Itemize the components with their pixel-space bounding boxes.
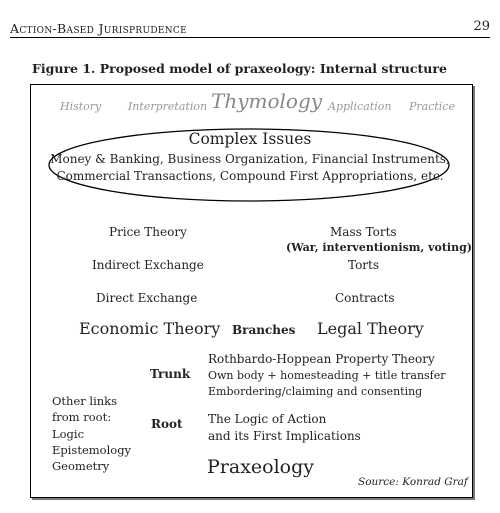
other-links-line-1: Other links bbox=[52, 394, 118, 408]
price-theory-label: Price Theory bbox=[109, 225, 187, 239]
other-links-geometry: Geometry bbox=[52, 459, 110, 474]
other-links-epistemology: Epistemology bbox=[52, 442, 132, 457]
application-label: Application bbox=[328, 100, 392, 113]
trunk-line-2: Own body + homesteading + title transfer bbox=[208, 369, 446, 382]
practice-label: Practice bbox=[409, 100, 455, 113]
complex-issues-line-1: Money & Banking, Business Organization, Financial Instruments, bbox=[50, 152, 450, 166]
other-links-logic: Logic bbox=[52, 426, 85, 441]
economic-theory-label: Economic Theory bbox=[79, 319, 221, 338]
figure-caption: Figure 1. Proposed model of praxeology: Internal structure bbox=[32, 61, 447, 76]
trunk-line-3: Embordering/claiming and consenting bbox=[208, 385, 423, 398]
other-links-line-2: from root: bbox=[52, 410, 112, 425]
war-interventionism-voting-label: (War, interventionism, voting) bbox=[286, 241, 472, 254]
header-rule bbox=[10, 37, 490, 38]
page-number: 29 bbox=[473, 19, 490, 34]
history-label: History bbox=[60, 100, 102, 113]
root-label: Root bbox=[151, 417, 183, 431]
other-links-block bbox=[52, 393, 142, 474]
direct-exchange-label: Direct Exchange bbox=[96, 291, 198, 305]
complex-issues-line-2: Commercial Transactions, Compound First Appropriations, etc. bbox=[56, 169, 444, 183]
trunk-line-1: Rothbardo-Hoppean Property Theory bbox=[208, 352, 435, 366]
running-header-title: Action-Based Jurisprudence bbox=[10, 21, 187, 36]
contracts-label: Contracts bbox=[335, 291, 395, 305]
trunk-label: Trunk bbox=[150, 367, 191, 381]
thymology-label: Thymology bbox=[211, 89, 323, 113]
legal-theory-label: Legal Theory bbox=[317, 319, 424, 338]
indirect-exchange-label: Indirect Exchange bbox=[92, 258, 204, 272]
root-line-2: and its First Implications bbox=[208, 429, 361, 443]
root-line-1: The Logic of Action bbox=[208, 412, 327, 426]
branches-label: Branches bbox=[232, 323, 296, 337]
mass-torts-label: Mass Torts bbox=[330, 225, 397, 239]
torts-label: Torts bbox=[348, 258, 380, 272]
source-credit: Source: Konrad Graf bbox=[358, 476, 468, 488]
complex-issues-title: Complex Issues bbox=[188, 130, 312, 148]
interpretation-label: Interpretation bbox=[128, 100, 208, 113]
praxeology-label: Praxeology bbox=[207, 456, 315, 478]
